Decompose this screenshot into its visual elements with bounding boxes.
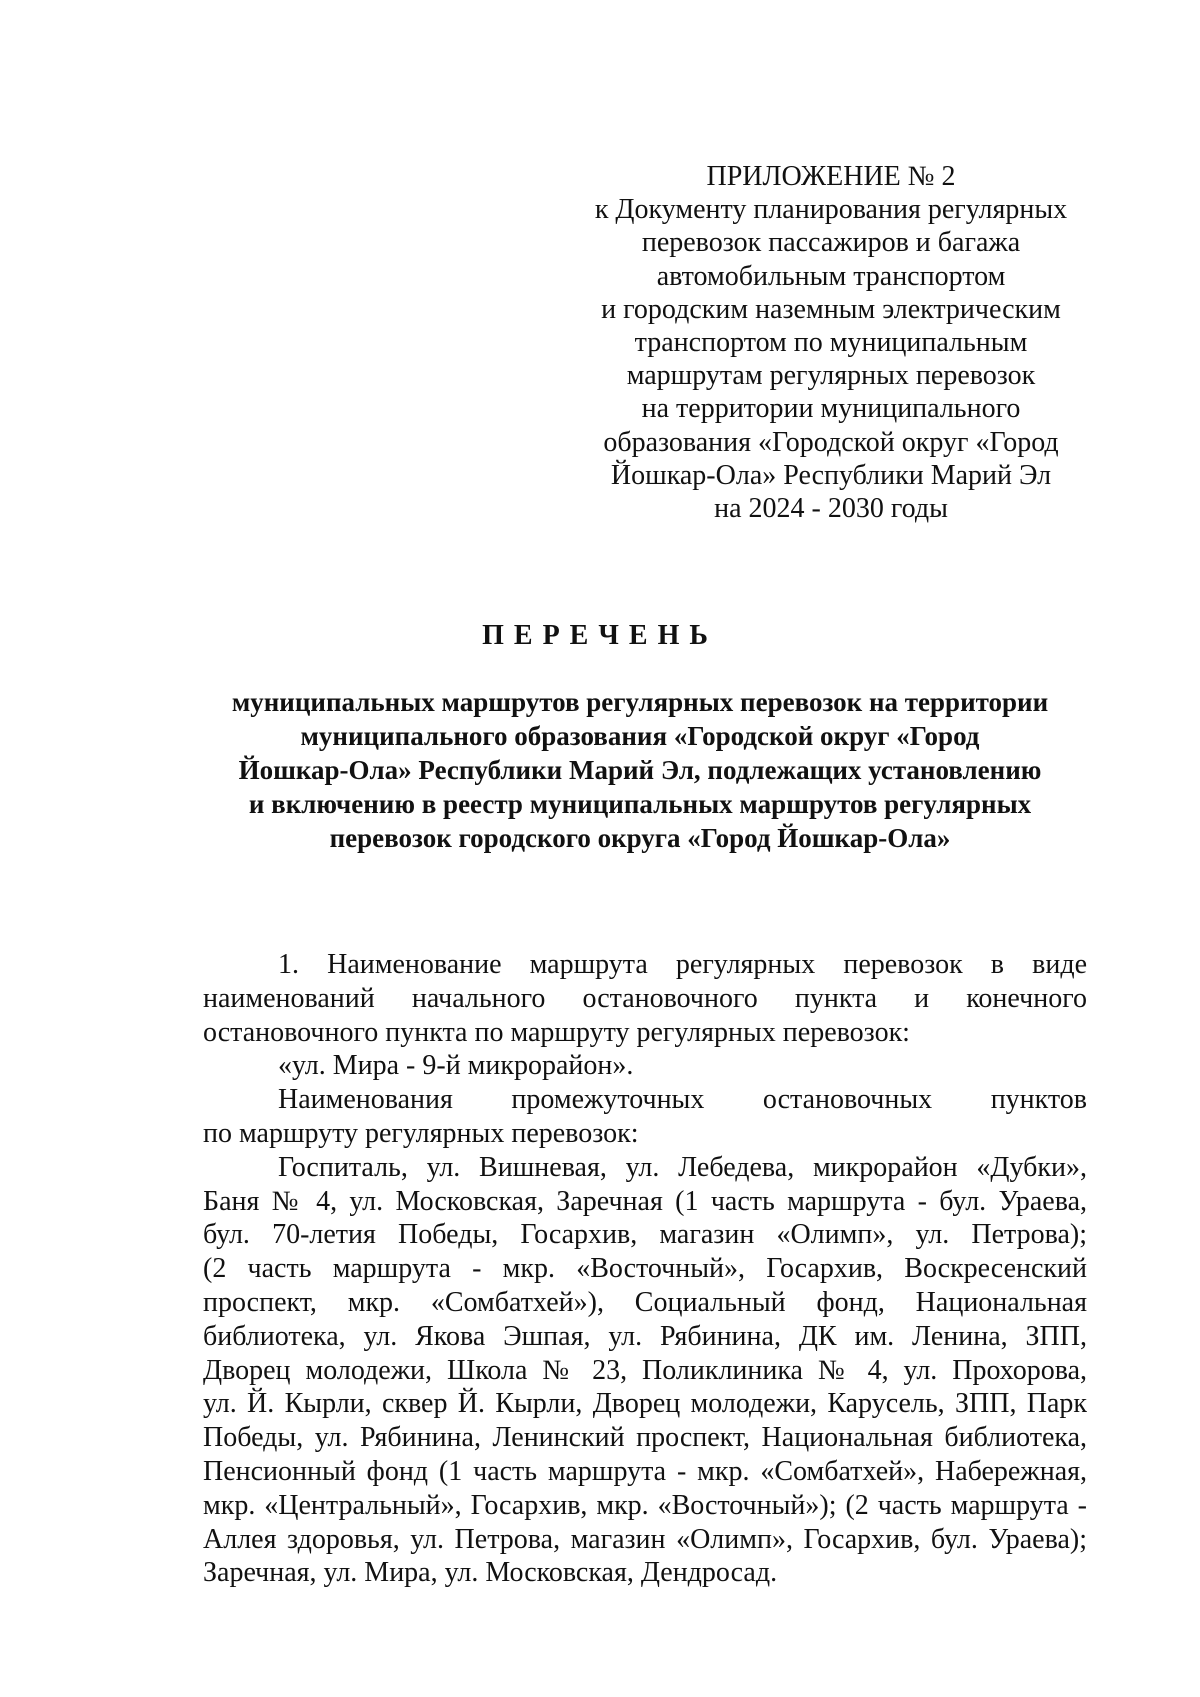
body-line: остановочного пункта по маршруту регулярных перевозок: — [203, 1016, 910, 1048]
body-line: Заречная, ул. Мира, ул. Московская, Дендросад. — [203, 1557, 778, 1589]
appendix-header — [590, 160, 1072, 525]
body-line: Аллея здоровья, ул. Петрова, магазин «Олимп», Госархив, бул. Ураева); — [203, 1523, 1087, 1555]
subtitle-line: муниципального образования «Городской округ «Город — [300, 721, 980, 751]
appendix-line: на территории муниципального — [641, 393, 1021, 425]
appendix-line: Йошкар-Ола» Республики Марий Эл — [610, 459, 1052, 491]
appendix-line: образования «Городской округ «Город — [603, 426, 1059, 458]
body-line: Госпиталь, ул. Вишневая, ул. Лебедева, микрорайон «Дубки», — [278, 1151, 1087, 1183]
body-line: мкр. «Центральный», Госархив, мкр. «Восточный»); (2 часть маршрута - — [203, 1489, 1087, 1521]
body-line: по маршруту регулярных перевозок: — [203, 1117, 639, 1149]
appendix-line: перевозок пассажиров и багажа — [641, 227, 1021, 259]
subtitle-line: и включению в реестр муниципальных маршрутов регулярных — [248, 789, 1032, 819]
paragraph-route-name — [203, 948, 1087, 1049]
appendix-line: и городским наземным электрическим — [601, 293, 1061, 325]
body-line: 1. Наименование маршрута регулярных перевозок в виде — [278, 949, 1087, 980]
body-line: (2 часть маршрута - мкр. «Восточный», Госархив, Воскресенский — [203, 1253, 1087, 1285]
appendix-line: транспортом по муниципальным — [634, 327, 1028, 359]
appendix-line: маршрутам регулярных перевозок — [626, 360, 1036, 392]
body-line: бул. 70-летия Победы, Госархив, магазин «Олимп», ул. Петрова); — [203, 1219, 1087, 1251]
body-line: проспект, мкр. «Сомбатхей»), Социальный фонд, Национальная — [203, 1286, 1087, 1318]
appendix-line: ПРИЛОЖЕНИЕ № 2 — [706, 161, 956, 192]
document-subtitle — [160, 685, 1120, 855]
paragraph-intermediate-stops — [203, 1151, 1087, 1590]
document-body — [203, 948, 1087, 1590]
body-line: Баня № 4, ул. Московская, Заречная (1 часть маршрута - бул. Ураева, — [203, 1185, 1087, 1217]
appendix-line: к Документу планирования регулярных — [594, 194, 1068, 226]
body-line: Дворец молодежи, Школа № 23, Поликлиника № 4, ул. Прохорова, — [203, 1354, 1087, 1386]
subtitle-line: Йошкар-Ола» Республики Марий Эл, подлежащих установлению — [238, 755, 1042, 785]
body-line: библиотека, ул. Якова Эшпая, ул. Рябинина, ДК им. Ленина, ЗПП, — [203, 1320, 1087, 1352]
appendix-line: на 2024 - 2030 годы — [714, 493, 948, 525]
body-line: «ул. Мира - 9-й микрорайон». — [278, 1050, 634, 1082]
subtitle-line: перевозок городского округа «Город Йошкар-Ола» — [329, 823, 951, 853]
body-line: ул. Й. Кырли, сквер Й. Кырли, Дворец молодежи, Карусель, ЗПП, Парк — [203, 1388, 1087, 1420]
body-line: Победы, ул. Рябинина, Ленинский проспект, Национальная библиотека, — [203, 1422, 1087, 1454]
body-line: Наименования промежуточных остановочных пунктов — [278, 1084, 1087, 1116]
appendix-line: автомобильным транспортом — [656, 260, 1006, 292]
body-line: Пенсионный фонд (1 часть маршрута - мкр. «Сомбатхей», Набережная, — [203, 1455, 1087, 1487]
document-title: ПЕРЕЧЕНЬ — [482, 620, 718, 651]
body-line: наименований начального остановочного пункта и конечного — [203, 982, 1087, 1014]
paragraph-intermediate-heading — [203, 1083, 1087, 1151]
subtitle-line: муниципальных маршрутов регулярных перевозок на территории — [231, 687, 1049, 717]
paragraph-route-value — [203, 1049, 1087, 1083]
